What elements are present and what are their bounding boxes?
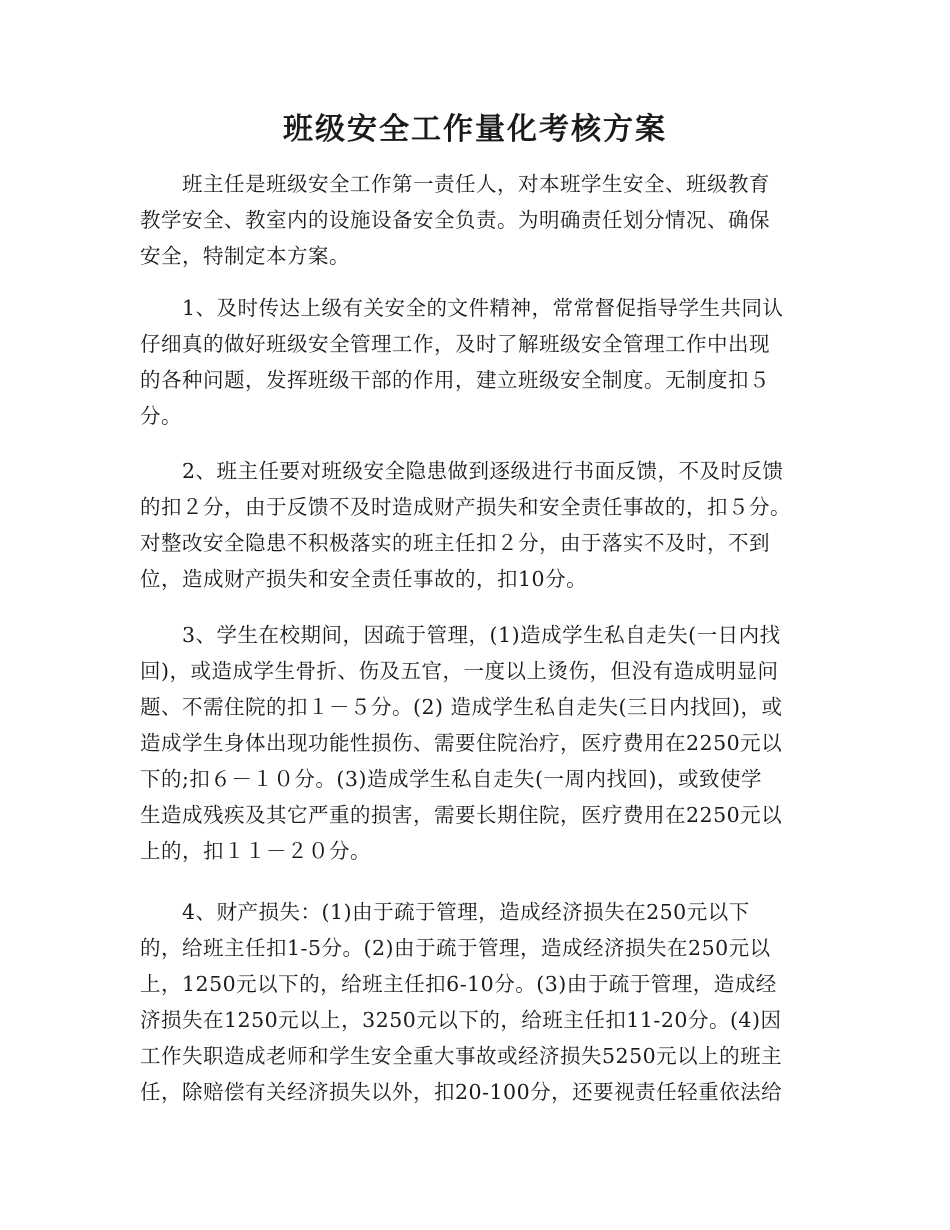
paragraph-line: 安全，特制定本方案。 [140,244,350,268]
paragraph-item-4 [140,894,820,1110]
paragraph-line: 4、财产损失：(1)由于疏于管理，造成经济损失在250元以下 [140,900,750,924]
paragraph-line: 对整改安全隐患不积极落实的班主任扣２分，由于落实不及时，不到 [140,531,770,555]
paragraph-item-3 [140,617,820,869]
paragraph-line: 1、及时传达上级有关安全的文件精神，常常督促指导学生共同认 [140,296,784,320]
paragraph-line: 生造成残疾及其它严重的损害，需要长期住院，医疗费用在2250元以 [140,803,783,827]
paragraph-line: 位，造成财产损失和安全责任事故的，扣10分。 [140,567,588,591]
paragraph-line: 造成学生身体出现功能性损伤、需要住院治疗，医疗费用在2250元以 [140,731,783,755]
paragraph-line: 的，给班主任扣1-5分。(2)由于疏于管理，造成经济损失在250元以 [140,936,771,960]
paragraph-line: 上，1250元以下的，给班主任扣6-10分。(3)由于疏于管理，造成经 [140,972,777,996]
paragraph-intro [140,166,820,274]
paragraph-line: 工作失职造成老师和学生安全重大事故或经济损失5250元以上的班主 [140,1044,783,1068]
paragraph-line: 3、学生在校期间，因疏于管理，(1)造成学生私自走失(一日内找 [140,623,781,647]
paragraph-line: 教学安全、教室内的设施设备安全负责。为明确责任划分情况、确保 [140,208,770,232]
paragraph-line: 任，除赔偿有关经济损失以外，扣20-100分，还要视责任轻重依法给 [140,1080,783,1104]
paragraph-line: 的各种问题，发挥班级干部的作用，建立班级安全制度。无制度扣５ [140,368,770,392]
paragraph-line: 上的，扣１１－２０分。 [140,839,371,863]
paragraph-line: 的扣２分，由于反馈不及时造成财产损失和安全责任事故的，扣５分。 [140,495,791,519]
paragraph-item-1 [140,290,820,434]
paragraph-line: 下的;扣６－１０分。(3)造成学生私自走失(一周内找回)，或致使学 [140,767,762,791]
paragraph-line: 题、不需住院的扣１－５分。(2) 造成学生私自走失(三日内找回)，或 [140,695,783,719]
document-title: 班级安全工作量化考核方案 [283,112,667,147]
paragraph-line: 2、班主任要对班级安全隐患做到逐级进行书面反馈，不及时反馈 [140,459,784,483]
paragraph-line: 仔细真的做好班级安全管理工作，及时了解班级安全管理工作中出现 [140,332,770,356]
paragraph-line: 回)，或造成学生骨折、伤及五官，一度以上烫伤，但没有造成明显问 [140,659,779,683]
paragraph-line: 济损失在1250元以上，3250元以下的，给班主任扣11-20分。(4)因 [140,1008,782,1032]
paragraph-line: 班主任是班级安全工作第一责任人，对本班学生安全、班级教育 [140,172,770,196]
paragraph-item-2 [140,453,820,597]
paragraph-line: 分。 [140,404,182,428]
